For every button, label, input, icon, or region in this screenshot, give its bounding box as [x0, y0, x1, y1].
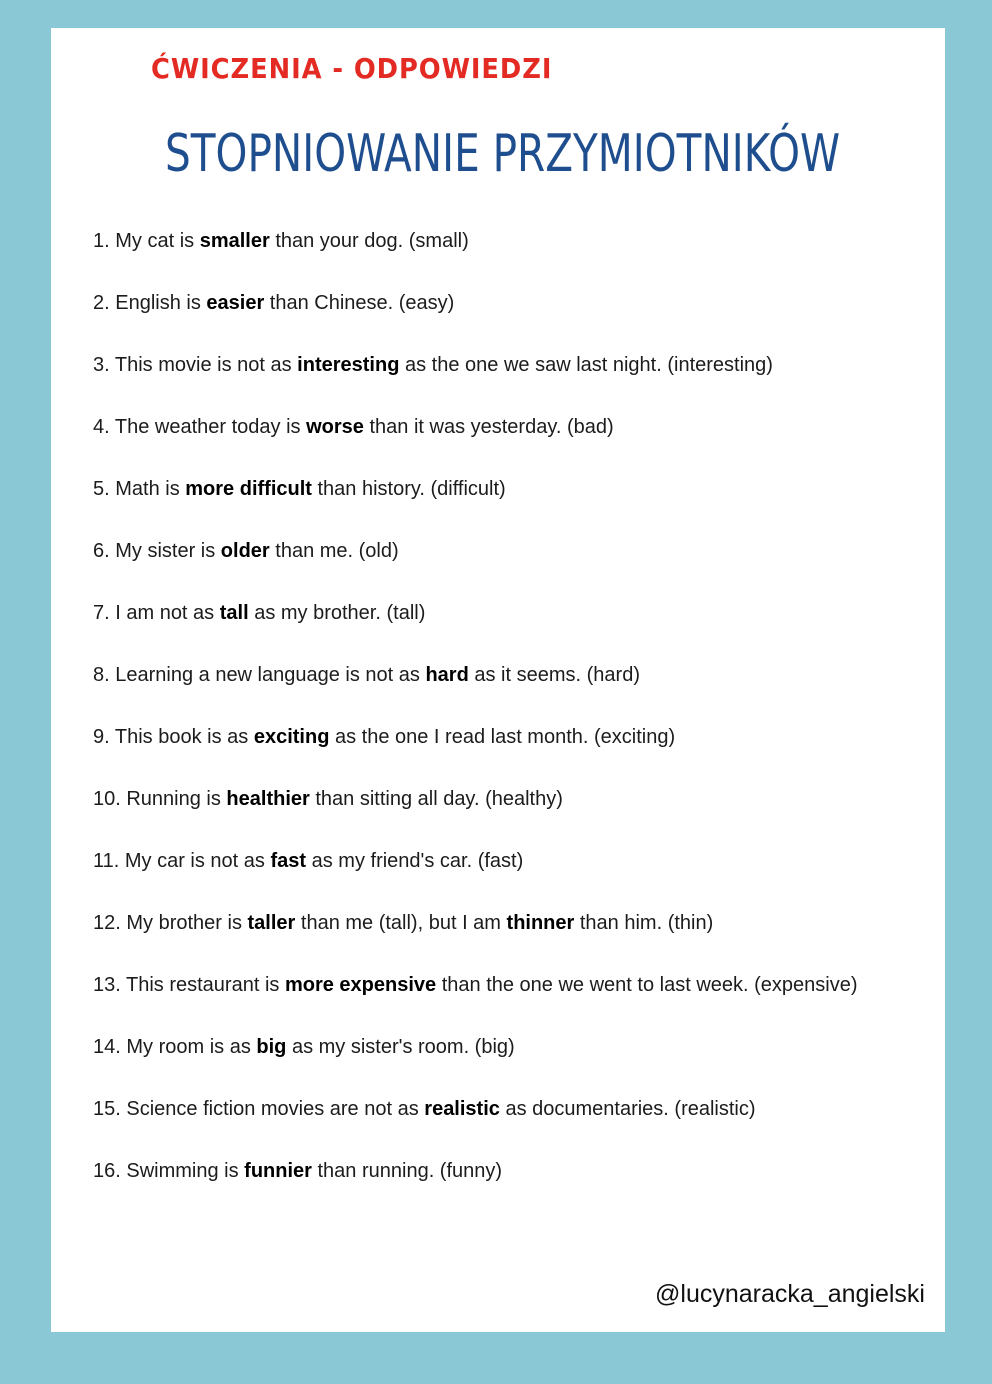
answer-word: easier	[206, 292, 265, 314]
answer-word: taller	[247, 912, 296, 934]
answer-word: big	[256, 1036, 287, 1058]
answer-item: 3. This movie is not as interesting as the one we saw last night. (interesting)	[93, 354, 773, 376]
page-subtitle: ĆWICZENIA - ODPOWIEDZI	[151, 52, 553, 85]
answer-word: interesting	[297, 354, 400, 376]
answer-item: 9. This book is as exciting as the one I read last month. (exciting)	[93, 726, 676, 748]
answer-list	[93, 228, 858, 1220]
answer-item: 7. I am not as tall as my brother. (tall)	[93, 602, 426, 624]
answer-item: 12. My brother is taller than me (tall), but I am thinner than him. (thin)	[93, 912, 714, 934]
answer-item: 11. My car is not as fast as my friend's car. (fast)	[93, 850, 524, 872]
answer-item: 8. Learning a new language is not as hard as it seems. (hard)	[93, 664, 640, 686]
answer-word: more difficult	[185, 478, 312, 500]
page-title: STOPNIOWANIE PRZYMIOTNIKÓW	[165, 124, 841, 184]
answer-word: worse	[306, 416, 364, 438]
answer-word: exciting	[253, 726, 330, 748]
answer-word: hard	[425, 664, 469, 686]
answer-word: thinner	[506, 912, 575, 934]
answer-item: 1. My cat is smaller than your dog. (small)	[93, 230, 469, 252]
answer-word: healthier	[226, 788, 310, 810]
author-handle: @lucynaracka_angielski	[655, 1280, 925, 1308]
answer-item: 14. My room is as big as my sister's room. (big)	[93, 1036, 515, 1058]
answer-word: tall	[219, 602, 249, 624]
answer-item: 10. Running is healthier than sitting all day. (healthy)	[93, 788, 563, 810]
answer-word: funnier	[244, 1160, 312, 1182]
answer-item: 4. The weather today is worse than it was yesterday. (bad)	[93, 416, 614, 438]
answer-word: older	[220, 540, 270, 562]
answer-word: smaller	[199, 230, 270, 252]
answer-word: fast	[270, 850, 307, 872]
answer-item: 13. This restaurant is more expensive than the one we went to last week. (expensive)	[93, 974, 858, 996]
answer-item: 16. Swimming is funnier than running. (funny)	[93, 1160, 503, 1182]
answer-item: 15. Science fiction movies are not as realistic as documentaries. (realistic)	[93, 1098, 756, 1120]
answer-word: more expensive	[284, 974, 437, 996]
answer-item: 6. My sister is older than me. (old)	[93, 540, 399, 562]
answer-item: 2. English is easier than Chinese. (easy)	[93, 292, 455, 314]
answer-word: realistic	[424, 1098, 500, 1120]
answer-item: 5. Math is more difficult than history. (difficult)	[93, 478, 506, 500]
worksheet-page	[51, 28, 945, 1332]
